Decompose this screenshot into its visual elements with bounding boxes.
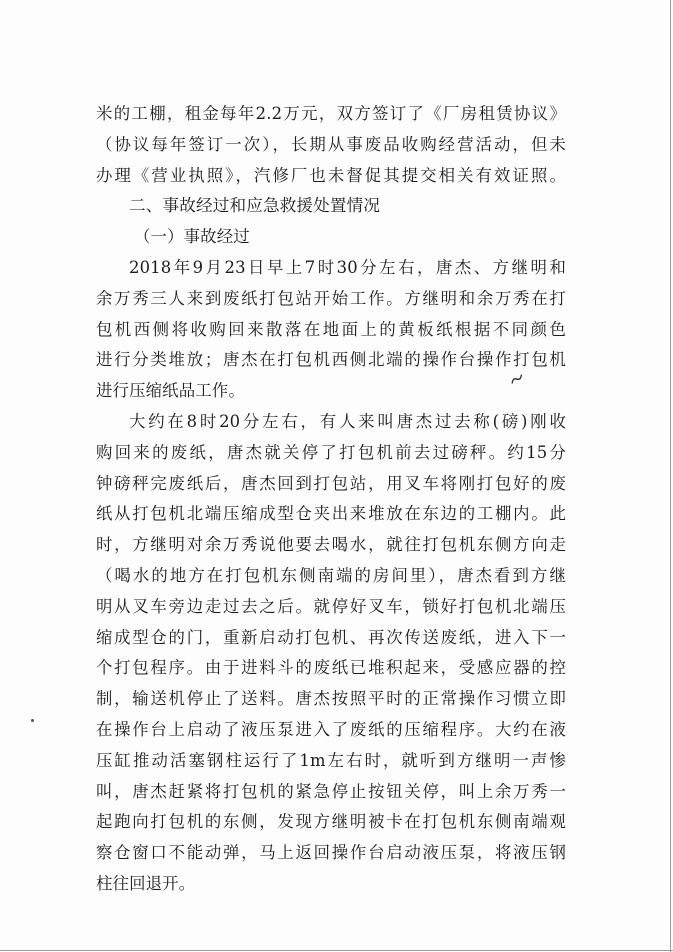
- paragraph-line: 大约在8时20分左右，有人来叫唐杰过去称(磅)刚收: [129, 411, 566, 431]
- paragraph-line: 个打包程序。由于进料斗的废纸已堆积起来，受感应器的控: [96, 658, 566, 678]
- page-edge-bottom: [0, 950, 673, 951]
- document-body: [96, 99, 566, 900]
- paragraph-line: 时，方继明对余万秀说他要去喝水，就往打包机东侧方向走: [96, 535, 566, 555]
- paragraph-line: 在操作台上启动了液压泵进入了废纸的压缩程序。大约在液: [96, 719, 566, 739]
- paragraph-line: 制，输送机停止了送料。唐杰按照平时的正常操作习惯立即: [96, 689, 566, 709]
- paragraph-line: 余万秀三人来到废纸打包站开始工作。方继明和余万秀在打: [96, 288, 566, 308]
- paragraph-line: （喝水的地方在打包机东侧南端的房间里），唐杰看到方继: [96, 565, 566, 585]
- paragraph-line: 包机西侧将收购回来散落在地面上的黄板纸根据不同颜色: [96, 319, 566, 339]
- paragraph-line: 缩成型仓的门，重新启动打包机、再次传送废纸，进入下一: [96, 627, 566, 647]
- paragraph-line: 米的工棚，租金每年2.2万元，双方签订了《厂房租赁协议》: [96, 104, 566, 123]
- paragraph-line: 察仓窗口不能动弹，马上返回操作台启动液压泵，将液压钢: [96, 843, 566, 863]
- paragraph-line: 办理《营业执照》，汽修厂也未督促其提交相关有效证照。: [96, 165, 566, 185]
- paragraph-line: 钟磅秤完废纸后，唐杰回到打包站，用叉车将刚打包好的废: [96, 473, 566, 493]
- paragraph-line: 起跑向打包机的东侧，发现方继明被卡在打包机东侧南端观: [96, 812, 566, 832]
- paragraph-line: 叫，唐杰赶紧将打包机的紧急停止按钮关停，叫上余万秀一: [96, 781, 566, 801]
- paragraph-line: 压缸推动活塞钢柱运行了1m左右时，就听到方继明一声惨: [96, 750, 566, 770]
- paragraph-line: 柱往回退开。: [96, 873, 196, 893]
- subsection-heading: （一）事故经过: [134, 227, 250, 247]
- paragraph-line: 2018年9月23日早上7时30分左右，唐杰、方继明和: [129, 257, 566, 277]
- paragraph-line: （协议每年签订一次），长期从事废品收购经营活动，但未: [96, 134, 566, 154]
- stray-dot-mark: [31, 719, 34, 722]
- paragraph-line: 明从叉车旁边走过去之后。就停好叉车，锁好打包机北端压: [96, 596, 566, 616]
- paragraph-line: 进行分类堆放；唐杰在打包机西侧北端的操作台操作打包机: [96, 350, 566, 370]
- paragraph-line: 进行压缩纸品工作。: [96, 381, 245, 401]
- paragraph-line: 购回来的废纸，唐杰就关停了打包机前去过磅秤。约15分: [96, 442, 566, 462]
- section-heading: 二、事故经过和应急救援处置情况: [129, 196, 381, 216]
- paragraph-line: 纸从打包机北端压缩成型仓夹出来堆放在东边的工棚内。此: [96, 504, 566, 524]
- page-edge-right: [670, 0, 671, 952]
